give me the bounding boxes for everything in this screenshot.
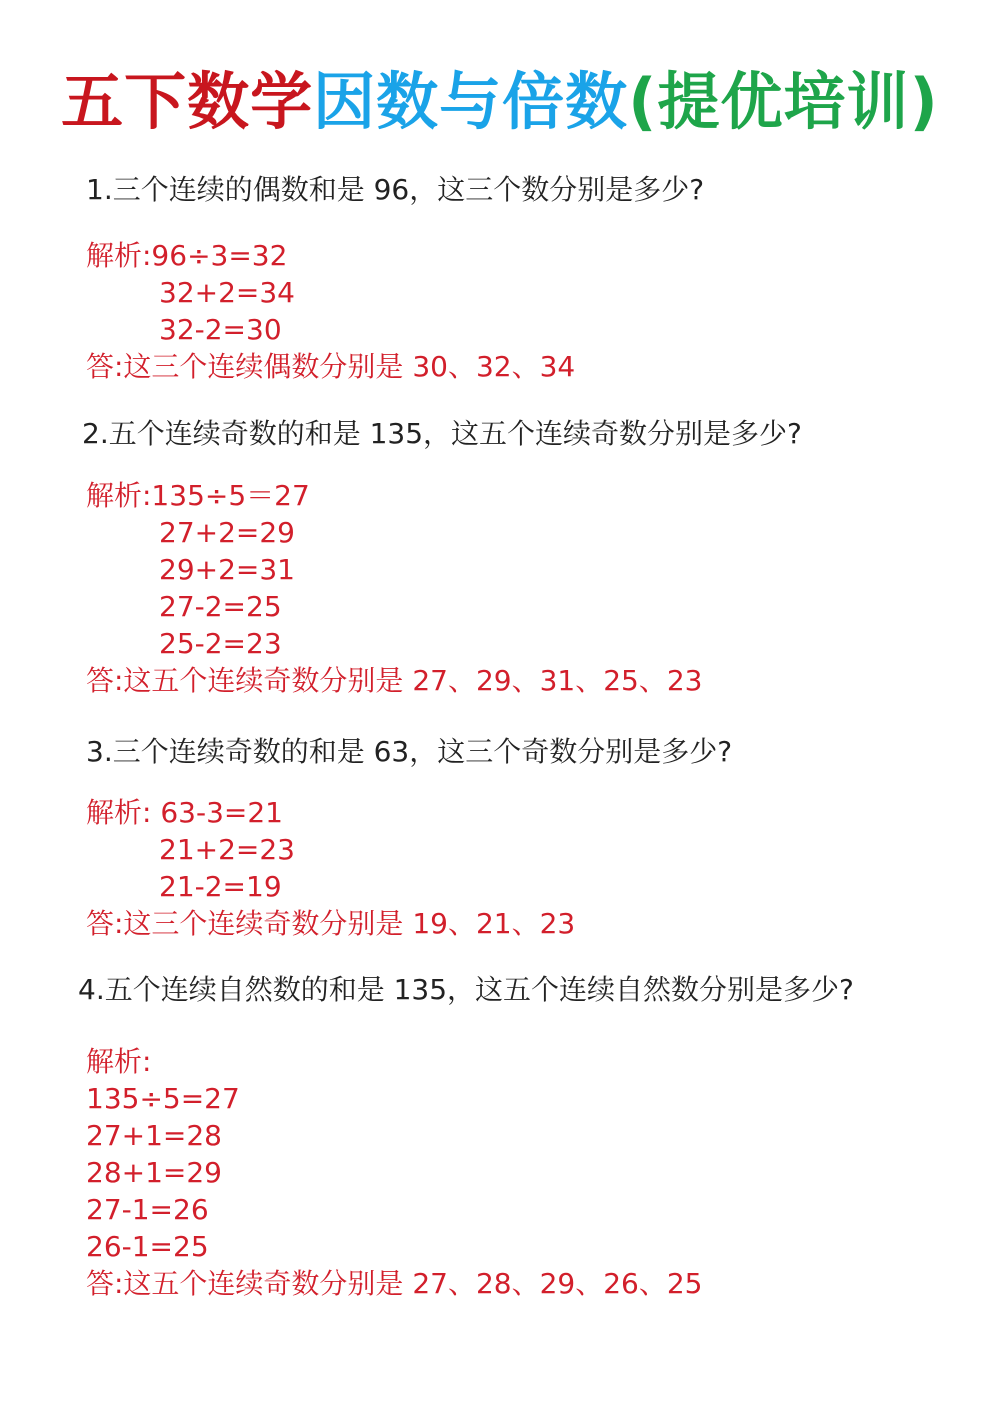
analysis-line: 26-1=25: [86, 1230, 209, 1263]
analysis-line: 28+1=29: [86, 1156, 222, 1189]
title-part-topic: 因数与倍数: [313, 65, 629, 138]
analysis-line: 21-2=19: [159, 870, 282, 903]
analysis-line: 29+2=31: [159, 553, 295, 586]
answer-line: 答:这三个连续奇数分别是 19、21、23: [86, 907, 576, 940]
analysis-line: 27-1=26: [86, 1193, 209, 1226]
title-part-grade: 五下数学: [61, 65, 314, 138]
answer-line: 答:这五个连续奇数分别是 27、29、31、25、23: [86, 664, 703, 697]
analysis-line: 25-2=23: [159, 627, 282, 660]
analysis-line: 27+2=29: [159, 516, 295, 549]
answer-line: 答:这五个连续奇数分别是 27、28、29、26、25: [86, 1267, 703, 1300]
analysis-line: 135÷5=27: [86, 1082, 240, 1115]
analysis-line: 27+1=28: [86, 1119, 222, 1152]
analysis-line: 解析: 63-3=21: [86, 796, 283, 829]
question-text: 2.五个连续奇数的和是 135，这五个连续奇数分别是多少?: [82, 417, 802, 450]
answer-line: 答:这三个连续偶数分别是 30、32、34: [86, 350, 576, 383]
analysis-line: 解析:135÷5＝27: [86, 479, 310, 512]
analysis-line: 解析:: [86, 1045, 152, 1078]
page-title: [0, 62, 1000, 142]
analysis-line: 32+2=34: [159, 276, 295, 309]
analysis-line: 21+2=23: [159, 833, 295, 866]
question-text: 1.三个连续的偶数和是 96，这三个数分别是多少?: [86, 173, 705, 206]
analysis-line: 解析:96÷3=32: [86, 239, 288, 272]
question-text: 3.三个连续奇数的和是 63，这三个奇数分别是多少?: [86, 735, 733, 768]
analysis-line: 27-2=25: [159, 590, 282, 623]
analysis-line: 32-2=30: [159, 313, 282, 346]
question-text: 4.五个连续自然数的和是 135，这五个连续自然数分别是多少?: [78, 973, 854, 1006]
title-part-subtitle: (提优培训): [628, 65, 939, 138]
